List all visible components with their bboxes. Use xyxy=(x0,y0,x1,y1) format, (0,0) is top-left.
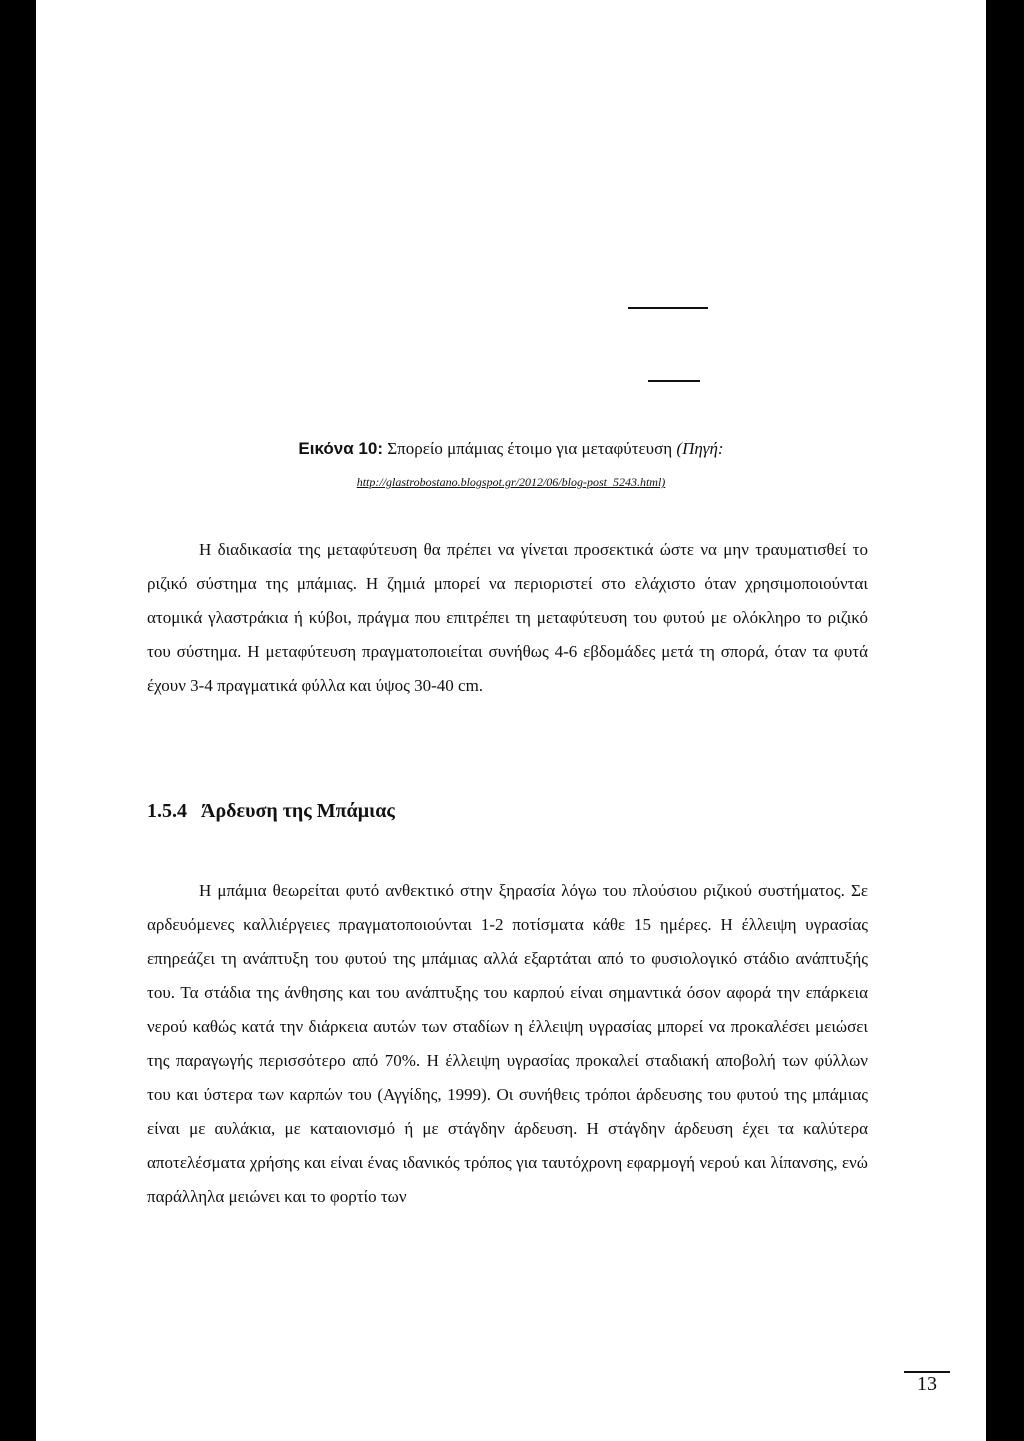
figure-remnant-line xyxy=(648,380,700,382)
figure-label: Εικόνα 10: xyxy=(298,439,383,458)
figure-caption-text: Σπορείο μπάμιας έτοιμο για μεταφύτευση xyxy=(387,439,673,458)
page-number xyxy=(904,1373,950,1396)
figure-caption xyxy=(36,438,986,459)
page-number-text: 13 xyxy=(917,1373,937,1395)
page-number-rule xyxy=(904,1371,950,1373)
section-number: 1.5.4 xyxy=(147,800,187,822)
figure-source-label: (Πηγή: xyxy=(676,439,724,458)
document-page xyxy=(36,0,986,1441)
paragraph-irrigation: Η μπάμια θεωρείται φυτό ανθεκτικό στην ξηρασία λόγω του πλούσιου ριζικού συστήματος. Σε αρδευόμενες καλλιέργειες πραγματοποιούνται 1-2 ποτίσματα κάθε 15 ημέρες. Η έλλειψη υγρασίας επηρεάζει τη ανάπτυξη του φυτού της μπάμιας αλλά εξαρτάται από το φυσιολογικό στάδιο ανάπτυξής του. Τα στάδια της άνθησης και του ανάπτυξης του καρπού είναι σημαντικά όσον αφορά την επάρκεια νερού καθώς κατά την διάρκεια αυτών των σταδίων η έλλειψη υγρασίας μπορεί να προκαλέσει μειώσει της παραγωγής περισσότερο από 70%. Η έλλειψη υγρασίας προκαλεί σταδιακή αποβολή των φύλλων του και ύστερα των καρπών του (Αγγίδης, 1999). Οι συνήθεις τρόποι άρδευσης του φυτού της μπάμιας είναι με αυλάκια, με καταιονισμό ή με στάγδην άρδευση. Η στάγδην άρδευση έχει τα καλύτερα αποτελέσματα χρήσης και είναι ένας ιδανικός τρόπος για ταυτόχρονη εφαρμογή νερού και λίπανσης, ενώ παράλληλα μειώνει και το φορτίο των xyxy=(147,881,868,1206)
section-title: Άρδευση της Μπάμιας xyxy=(201,800,395,822)
source-url-link[interactable]: http://glastrobostano.blogspot.gr/2012/06/blog-post_5243.html) xyxy=(356,475,666,489)
section-heading xyxy=(147,800,395,823)
paragraph-transplanting: Η διαδικασία της μεταφύτευση θα πρέπει να γίνεται προσεκτικά ώστε να μην τραυματισθεί το ριζικό σύστημα της μπάμιας. Η ζημιά μπορεί να περιοριστεί στο ελάχιστο όταν χρησιμοποιούνται ατομικά γλαστράκια ή κύβοι, πράγμα που επιτρέπει τη μεταφύτευση του φυτού με ολόκληρο το ριζικό του σύστημα. Η μεταφύτευση πραγματοποιείται συνήθως 4-6 εβδομάδες μετά τη σπορά, όταν τα φυτά έχουν 3-4 πραγματικά φύλλα και ύψος 30-40 cm. xyxy=(147,540,868,695)
figure-source xyxy=(36,470,986,493)
figure-remnant-line xyxy=(628,307,708,309)
